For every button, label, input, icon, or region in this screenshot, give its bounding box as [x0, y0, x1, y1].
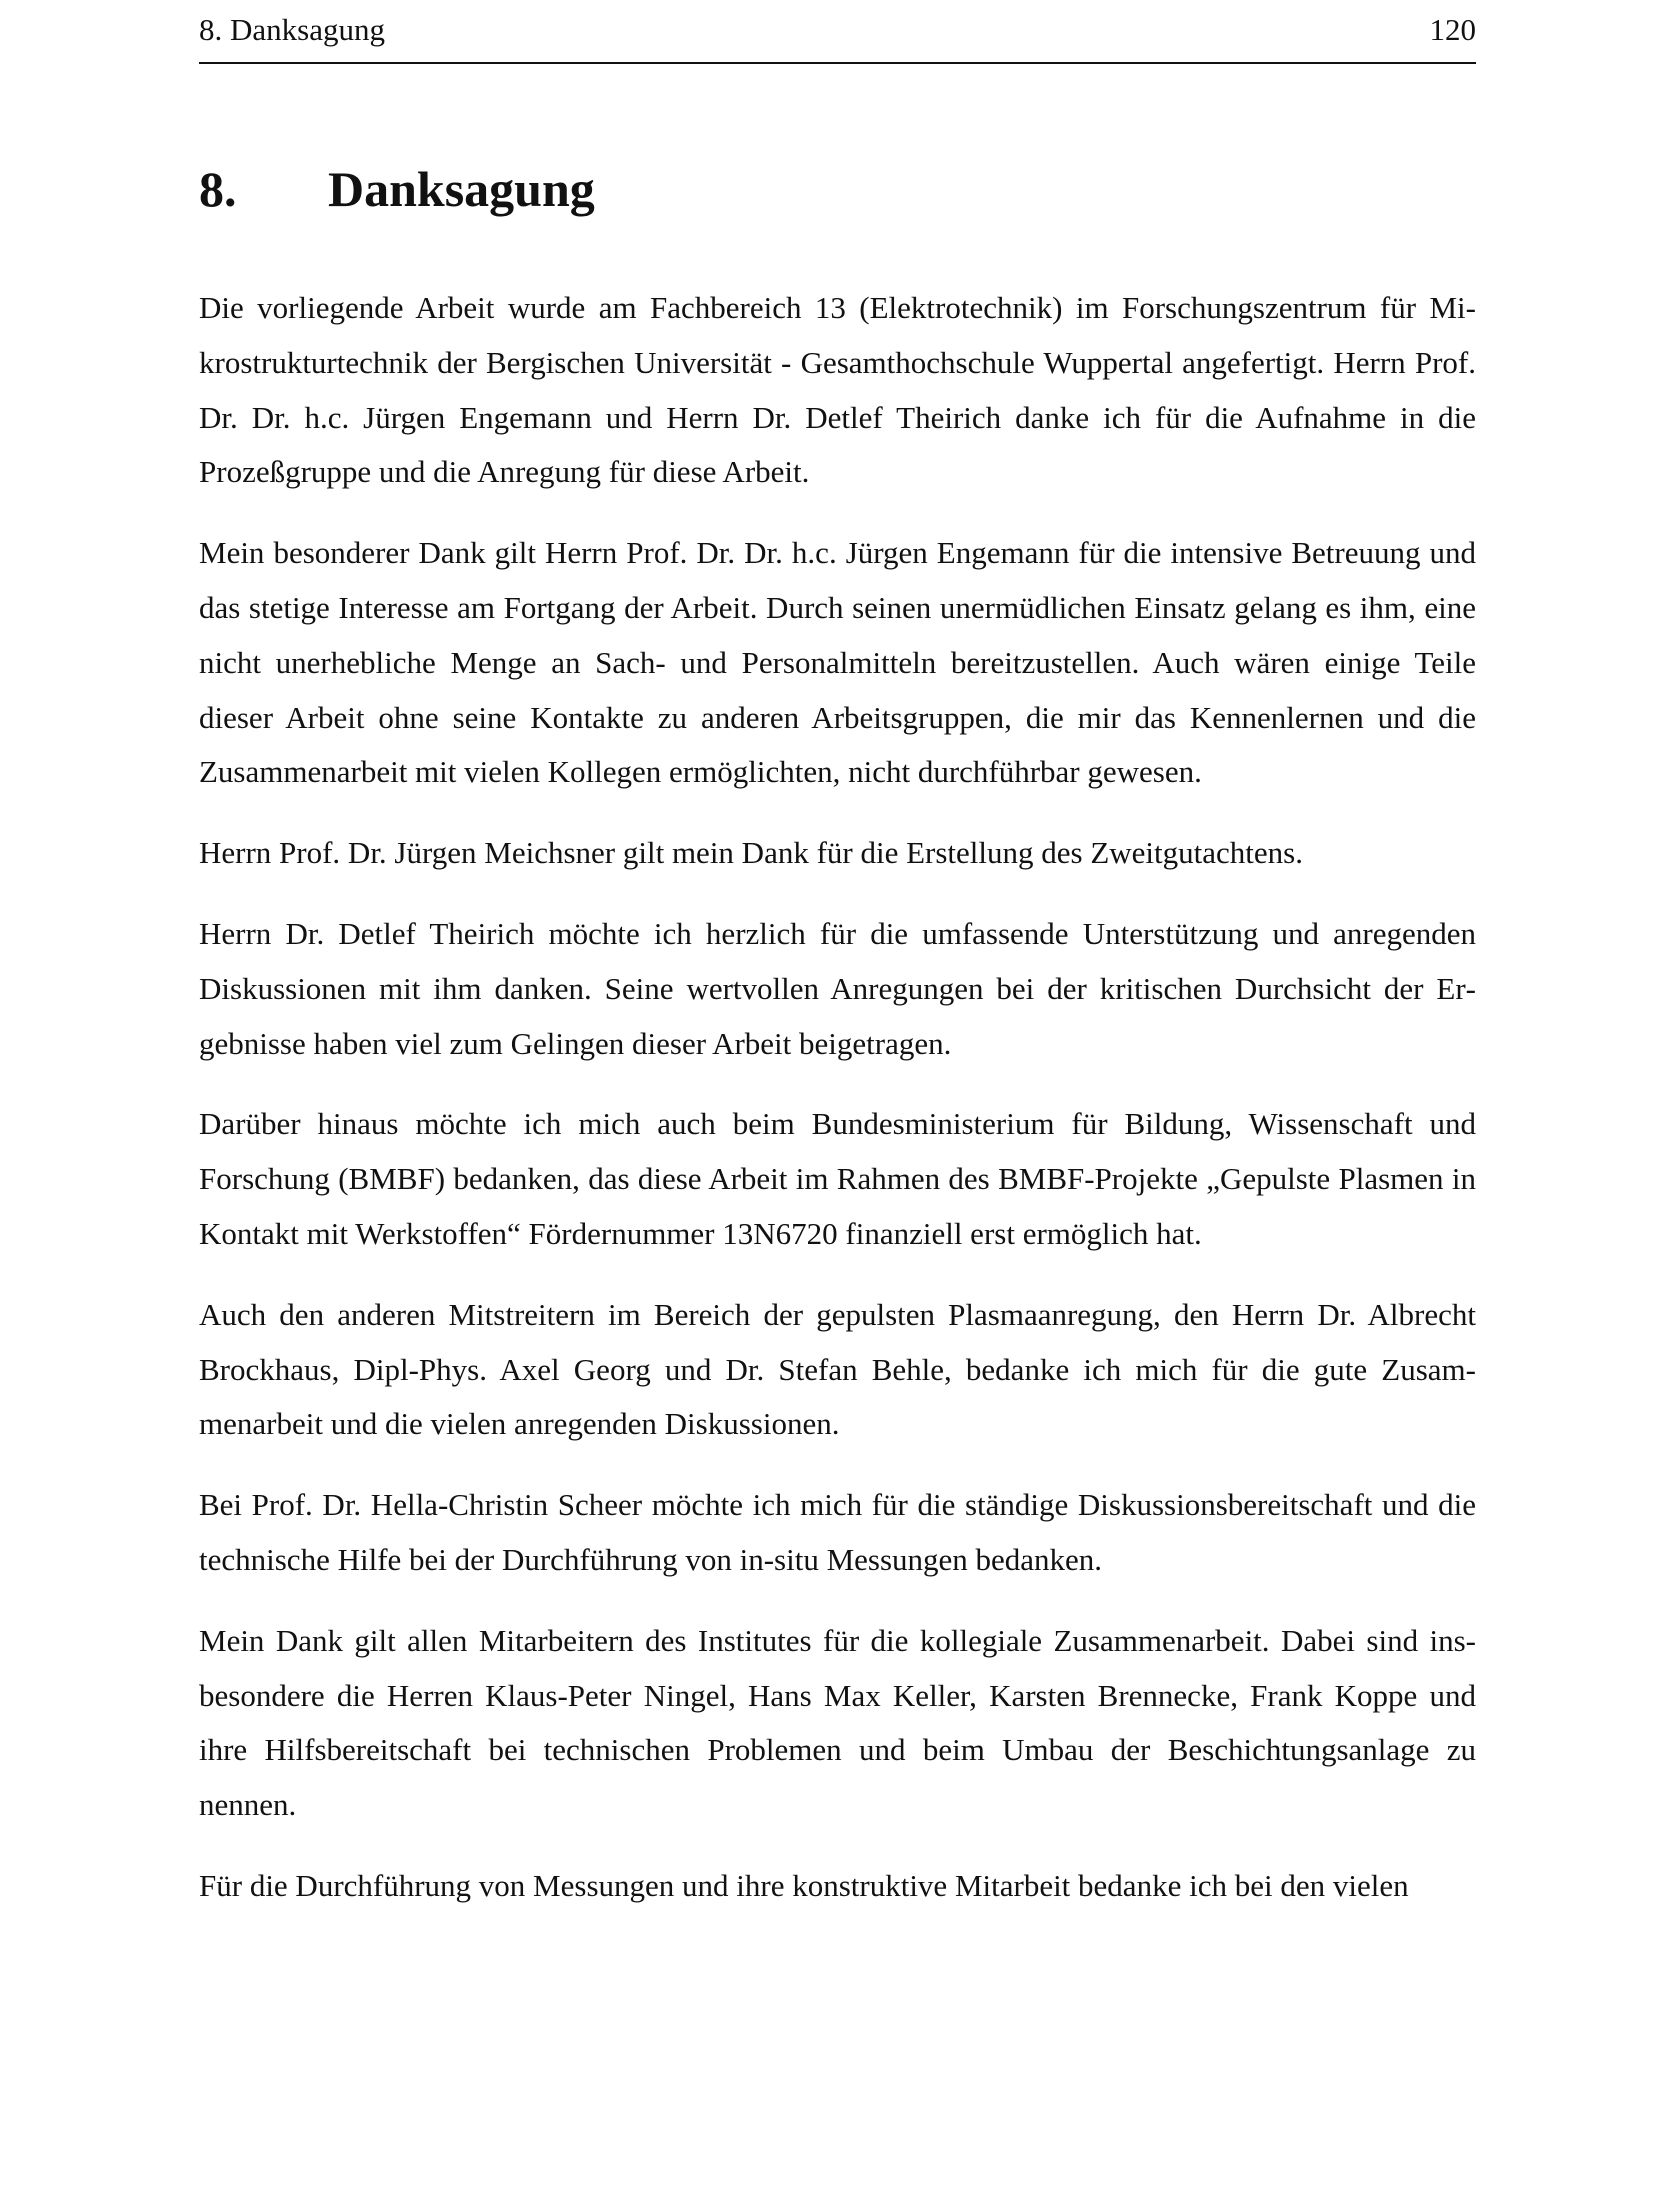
- chapter-number: 8.: [199, 161, 237, 217]
- paragraph-6: Auch den anderen Mitstreitern im Bereich der gepulsten Plasmaanregung, den Herrn Dr. Albrecht Brockhaus, Dipl-Phys. Axel Georg und Dr. Stefan Behle, bedanke ich mich für die gute Zusammenarbeit und die vielen anregenden Diskussionen.: [199, 1296, 1476, 1442]
- header-section-title: 8. Danksagung: [199, 12, 385, 47]
- body-text: [199, 281, 1476, 1914]
- paragraph-3: Herrn Prof. Dr. Jürgen Meichsner gilt mein Dank für die Erstellung des Zweitgutachtens.: [199, 835, 1303, 871]
- paragraph-5: Darüber hinaus möchte ich mich auch beim Bundesministerium für Bildung, Wissenschaft und Forschung (BMBF) bedanken, das diese Arbeit im Rahmen des BMBF-Projekte „Gepulste Plasmen in Kontakt mit Werkstoffen“ Fördernummer 13N6720 finanziell erst ermöglich hat.: [199, 1106, 1476, 1251]
- header-page-number: 120: [1429, 12, 1476, 47]
- chapter-heading: [199, 159, 1476, 219]
- chapter-title: Danksagung: [328, 161, 595, 217]
- running-header: [199, 0, 1476, 64]
- paragraph-9: Für die Durchführung von Messungen und ihre konstruktive Mitarbeit bedanke ich bei den vielen: [199, 1867, 1409, 1903]
- document-page: [199, 0, 1476, 1940]
- paragraph-4: Herrn Dr. Detlef Theirich möchte ich herzlich für die umfassende Unterstützung und anregenden Diskussionen mit ihm danken. Seine wertvollen Anregungen bei der kritischen Durchsicht der Ergebnisse haben viel zum Gelingen dieser Arbeit beigetragen.: [199, 915, 1476, 1061]
- paragraph-7: Bei Prof. Dr. Hella-Christin Scheer möchte ich mich für die ständige Diskussionsbereitschaft und die technische Hilfe bei der Durchführung von in-situ Messungen bedanken.: [199, 1487, 1476, 1577]
- paragraph-1: Die vorliegende Arbeit wurde am Fachbereich 13 (Elektrotechnik) im Forschungszentrum für Mikrostrukturtechnik der Bergischen Universität - Gesamthochschule Wuppertal angefertigt. Herrn Prof. Dr. Dr. h.c. Jürgen Engemann und Herrn Dr. Detlef Theirich danke ich für die Aufnahme in die Prozeßgruppe und die Anregung für diese Arbeit.: [199, 290, 1476, 490]
- paragraph-8: Mein Dank gilt allen Mitarbeitern des Institutes für die kollegiale Zusammenarbeit. Dabei sind insbesondere die Herren Klaus-Peter Ningel, Hans Max Keller, Karsten Brennecke, Frank Koppe und ihre Hilfsbereitschaft bei technischen Problemen und beim Umbau der Beschichtungsanlage zu nennen.: [199, 1622, 1476, 1823]
- paragraph-2: Mein besonderer Dank gilt Herrn Prof. Dr. Dr. h.c. Jürgen Engemann für die intensive Betreuung und das stetige Interesse am Fortgang der Arbeit. Durch seinen unermüdlichen Einsatz gelang es ihm, eine nicht unerhebliche Menge an Sach- und Personalmitteln bereitzustellen. Auch wären einige Teile dieser Arbeit ohne seine Kontakte zu anderen Arbeitsgruppen, die mir das Kennenlernen und die Zusammenarbeit mit vielen Kollegen ermöglichten, nicht durchführbar gewesen.: [199, 535, 1476, 790]
